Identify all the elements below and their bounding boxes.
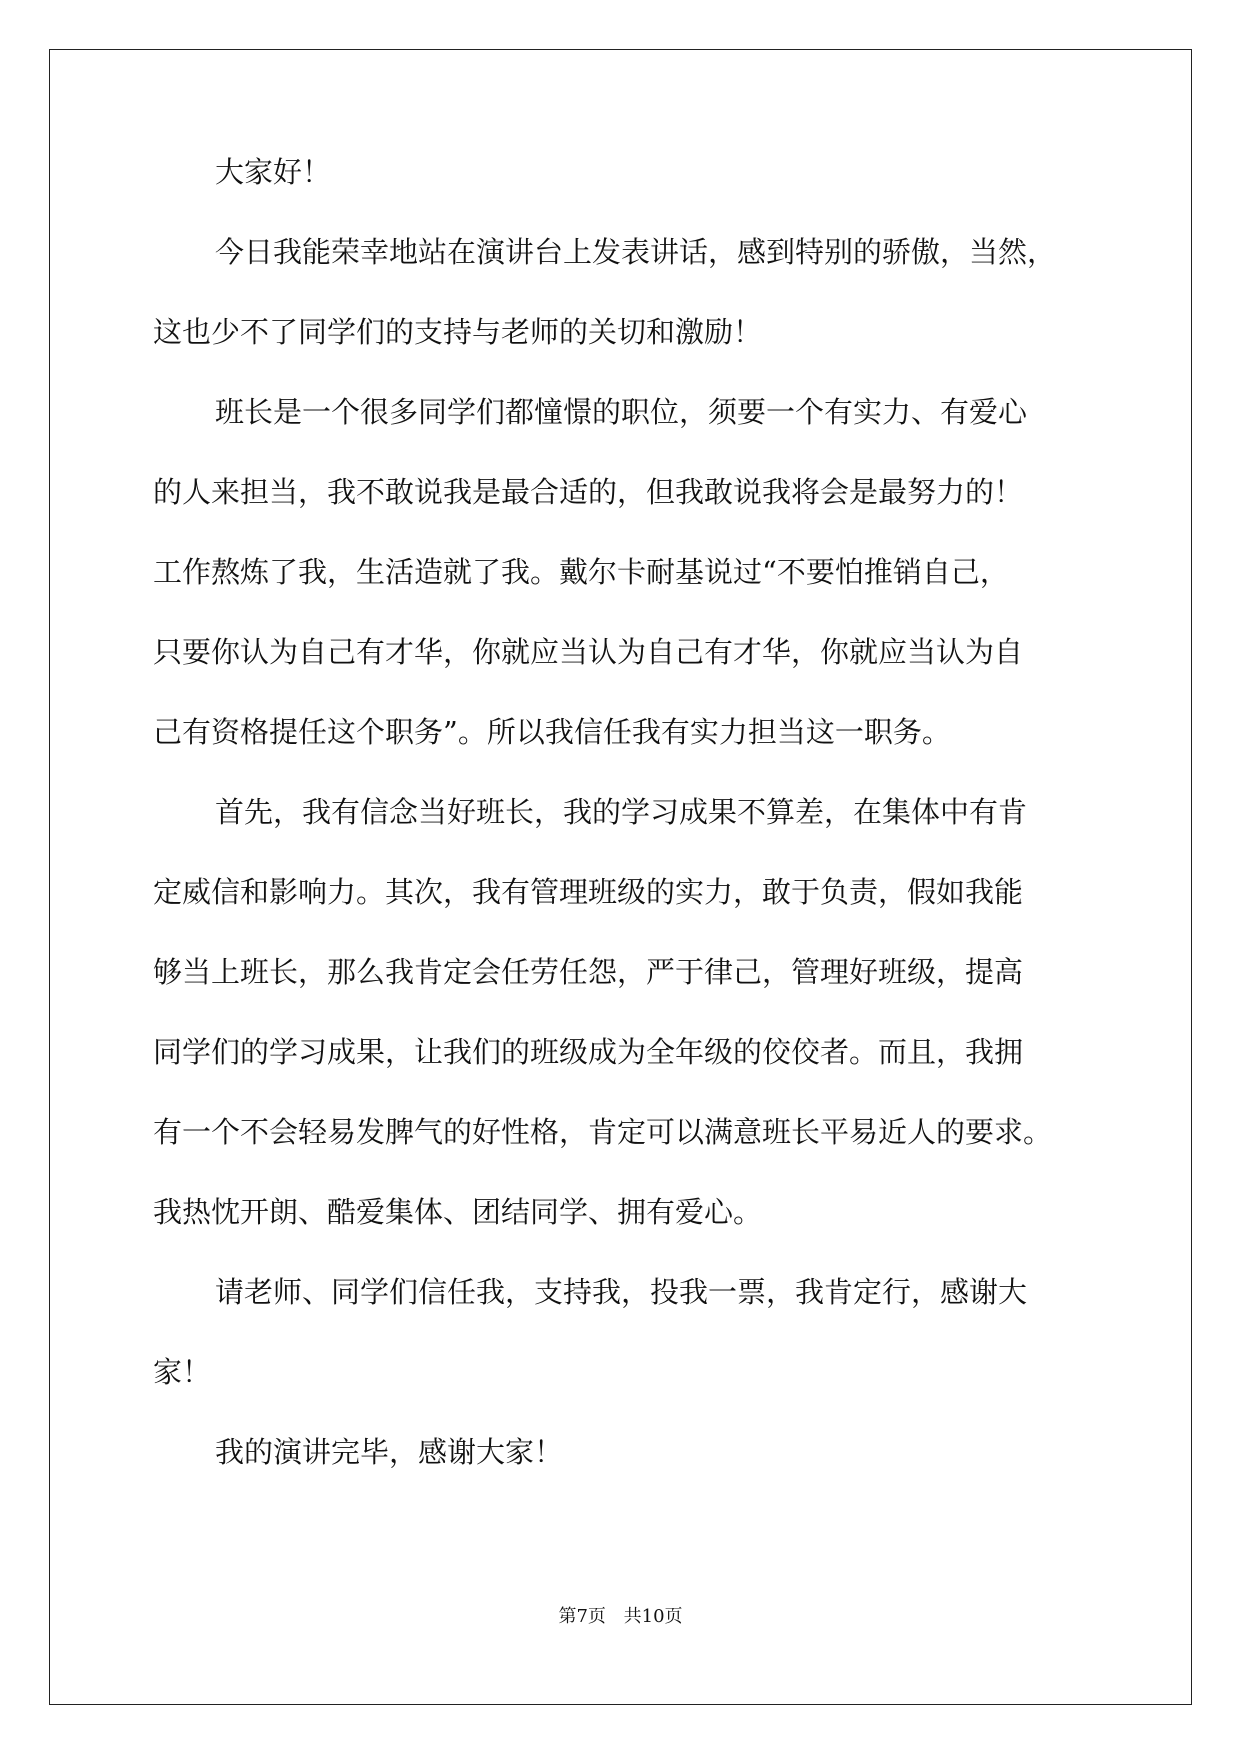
- page-number-footer: [0, 1602, 1241, 1628]
- document-body: [153, 152, 1103, 1472]
- text-line: 家！: [153, 1355, 212, 1389]
- text-line: 今日我能荣幸地站在演讲台上发表讲话，感到特别的骄傲，当然，: [215, 235, 1057, 269]
- text-line: 请老师、同学们信任我，支持我，投我一票，我肯定行，感谢大: [215, 1275, 1028, 1309]
- page-current: 第7页: [558, 1606, 606, 1627]
- text-line: 工作熬炼了我，生活造就了我。戴尔卡耐基说过“不要怕推销自己，: [153, 555, 1009, 589]
- text-line: 的人来担当，我不敢说我是最合适的，但我敢说我将会是最努力的！: [153, 475, 1024, 509]
- text-line: 班长是一个很多同学们都憧憬的职位，须要一个有实力、有爱心: [215, 395, 1028, 429]
- text-line: 己有资格提任这个职务”。所以我信任我有实力担当这一职务。: [153, 715, 951, 749]
- text-line: 首先，我有信念当好班长，我的学习成果不算差，在集体中有肯: [215, 795, 1028, 829]
- text-line: 同学们的学习成果，让我们的班级成为全年级的佼佼者。而且，我拥: [153, 1035, 1024, 1069]
- text-line: 大家好！: [215, 155, 332, 189]
- text-line: 够当上班长，那么我肯定会任劳任怨，严于律己，管理好班级，提高: [153, 955, 1024, 989]
- page-total: 共10页: [623, 1606, 683, 1627]
- text-line: 这也少不了同学们的支持与老师的关切和激励！: [153, 315, 763, 349]
- text-line: 我的演讲完毕，感谢大家！: [215, 1435, 564, 1469]
- text-line: 有一个不会轻易发脾气的好性格，肯定可以满意班长平易近人的要求。: [153, 1115, 1053, 1149]
- text-line: 定威信和影响力。其次，我有管理班级的实力，敢于负责，假如我能: [153, 875, 1024, 909]
- text-line: 只要你认为自己有才华，你就应当认为自己有才华，你就应当认为自: [153, 635, 1024, 669]
- text-line: 我热忱开朗、酷爱集体、团结同学、拥有爱心。: [153, 1195, 763, 1229]
